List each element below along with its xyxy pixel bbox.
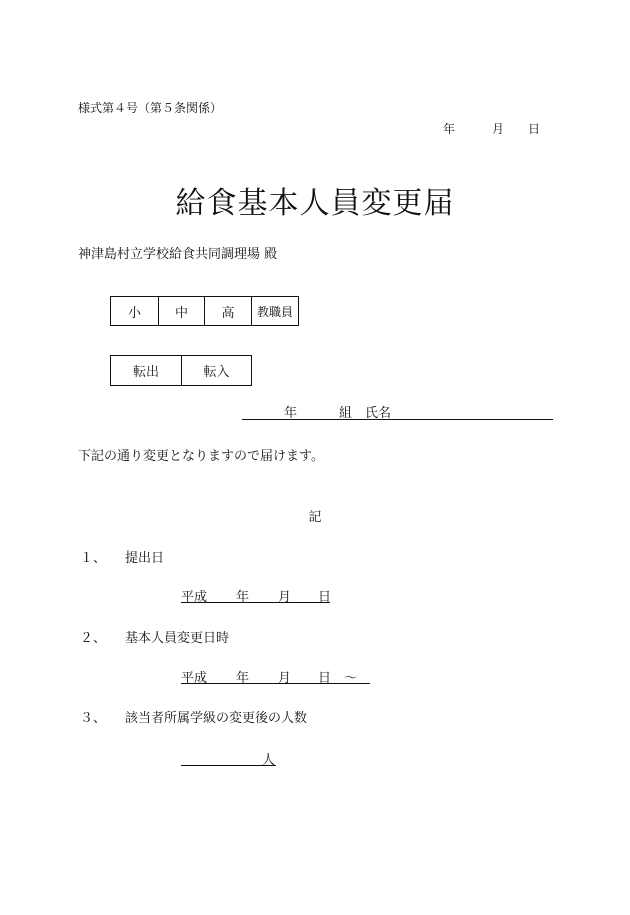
- school-level-high[interactable]: 高: [204, 297, 251, 325]
- day-label: 日: [318, 590, 332, 605]
- day-label: 日: [318, 671, 332, 686]
- submission-date-underline[interactable]: [181, 602, 330, 603]
- date-month-label: 月: [492, 122, 505, 136]
- student-name-label: 氏名: [365, 406, 392, 421]
- year-label: 年: [236, 590, 250, 605]
- school-level-box: [110, 296, 299, 326]
- item-label: 提出日: [125, 551, 165, 566]
- item-number: １、: [80, 551, 107, 566]
- school-level-staff[interactable]: 教職員: [251, 297, 298, 325]
- era-label: 平成: [181, 590, 208, 605]
- transfer-type-box: [110, 355, 252, 386]
- item-number: ３、: [80, 711, 107, 726]
- change-date-underline[interactable]: [181, 683, 370, 684]
- ki-label: 記: [308, 510, 322, 525]
- transfer-in[interactable]: 転入: [181, 356, 251, 385]
- student-underline[interactable]: [242, 419, 553, 420]
- intro-text: 下記の通り変更となりますので届けます。: [78, 449, 324, 464]
- document-title: 給食基本人員変更届: [175, 186, 455, 221]
- date-year-label: 年: [443, 122, 456, 136]
- school-level-elementary[interactable]: 小: [127, 305, 141, 321]
- unit-label: 人: [262, 753, 276, 768]
- item-label: 該当者所属学級の変更後の人数: [125, 711, 308, 726]
- transfer-out[interactable]: 転出: [132, 365, 159, 380]
- item-label: 基本人員変更日時: [125, 631, 230, 646]
- form-number: 様式第４号（第５条関係）: [78, 101, 223, 115]
- year-label: 年: [236, 671, 250, 686]
- class-count-underline[interactable]: [181, 765, 276, 766]
- month-label: 月: [278, 590, 292, 605]
- range-tilde: ～: [344, 671, 358, 686]
- month-label: 月: [278, 671, 292, 686]
- school-level-junior-high[interactable]: 中: [158, 297, 204, 325]
- student-year-label: 年: [284, 406, 298, 421]
- date-day-label: 日: [528, 122, 541, 136]
- era-label: 平成: [181, 671, 208, 686]
- item-number: ２、: [80, 631, 107, 646]
- student-class-label: 組: [339, 406, 353, 421]
- addressee: 神津島村立学校給食共同調理場 殿: [78, 247, 278, 262]
